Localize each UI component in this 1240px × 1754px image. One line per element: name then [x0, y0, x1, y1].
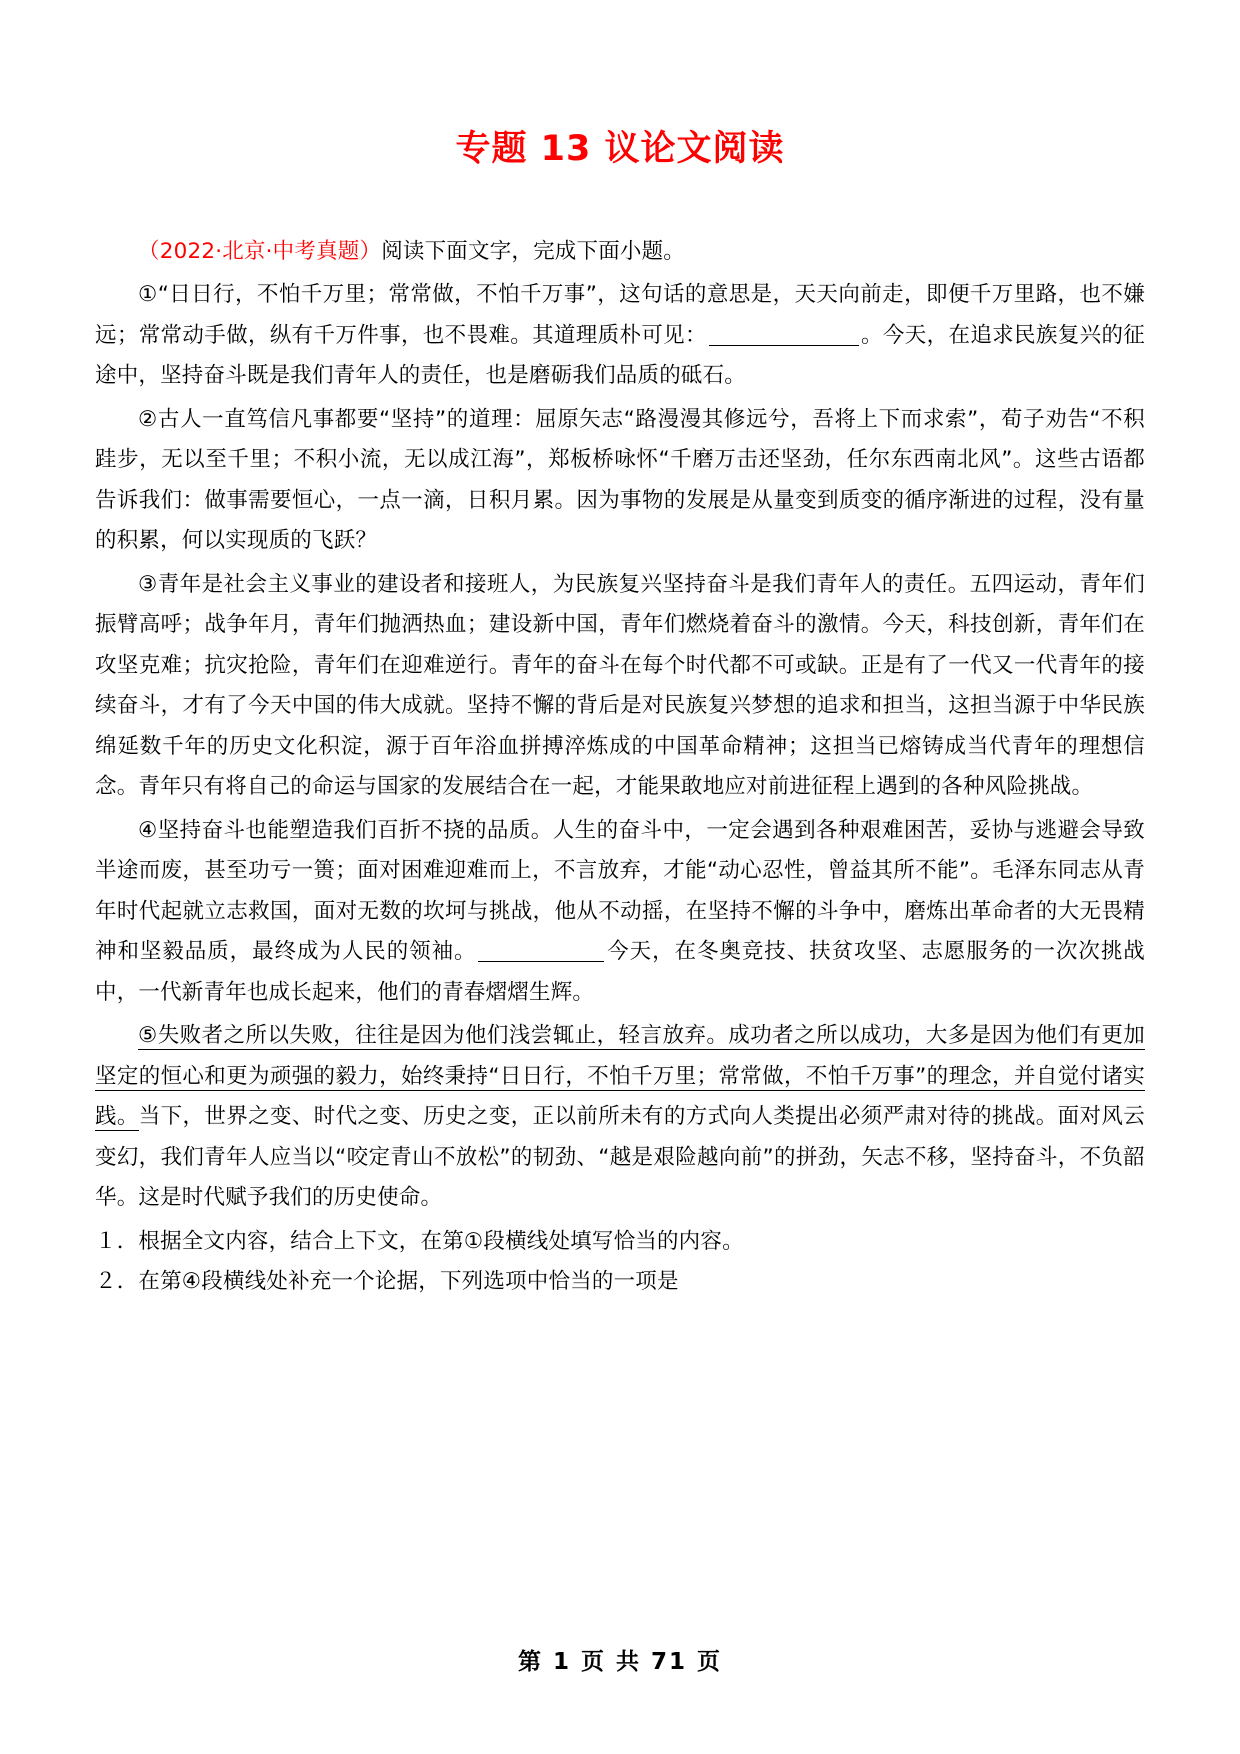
paragraph-3	[95, 565, 1145, 808]
prompt-line	[95, 232, 1145, 273]
paragraph-5	[95, 1016, 1145, 1219]
paragraph-1-segment-3: 。今天，在追求民族复兴的征途中，坚持奋斗既是我们青年人的责任，也是磨砺我们品质的砥石。	[95, 322, 1145, 389]
question-1: １．根据全文内容，结合上下文，在第①段横线处填写恰当的内容。	[95, 1228, 744, 1254]
paragraph-1-segment-1: ①“日日行，不怕千万里；常常做，不怕千万事”，这句话的意思是，天天向前走，即便千万里路，也不嫌远；常常动手做，纵有千万件事，也不畏难。其道理质朴可见：	[95, 282, 1145, 348]
passage-body	[95, 232, 1145, 1303]
paragraph-2	[95, 400, 1145, 562]
paragraph-3-text: ③青年是社会主义事业的建设者和接班人，为民族复兴坚持奋斗是我们青年人的责任。五四运动，青年们振臂高呼；战争年月，青年们抛洒热血；建设新中国，青年们燃烧着奋斗的激情。今天，科技创新，青年们在攻坚克难；抗灾抢险，青年们在迎难逆行。青年的奋斗在每个时代都不可或缺。正是有了一代又一代青年的接续奋斗，才有了今天中国的伟大成就。坚持不懈的背后是对民族复兴梦想的追求和担当，这担当源于中华民族绵延数千年的历史文化积淀，源于百年浴血拼搏淬炼成的中国革命精神；这担当已熔铸成当代青年的理想信念。青年只有将自己的命运与国家的发展结合在一起，才能果敢地应对前进征程上遇到的各种风险挑战。	[95, 571, 1145, 800]
paragraph-1	[95, 275, 1145, 397]
paragraph-5-underlined-text: ⑤失败者之所以失败，往往是因为他们浅尝辄止，轻言放弃。成功者之所以成功，大多是因为他们有更加坚定的恒心和更为顽强的毅力，始终秉持“日日行，不怕千万里；常常做，不怕千万事”的理念，并自觉付诸实践。	[95, 1023, 1145, 1130]
fill-in-blank-paragraph-1[interactable]	[709, 345, 859, 346]
question-2: ２．在第④段横线处补充一个论据，下列选项中恰当的一项是	[95, 1269, 679, 1295]
paragraph-4-segment-3: 今天，在冬奥竞技、扶贫攻坚、志愿服务的一次次挑战中，一代新青年也成长起来，他们的青春熠熠生辉。	[95, 939, 1145, 1005]
paragraph-4-segment-1: ④坚持奋斗也能塑造我们百折不挠的品质。人生的奋斗中，一定会遇到各种艰难困苦，妥协与逃避会导致半途而废，甚至功亏一篑；面对困难迎难而上，不言放弃，才能“动心忍性，曾益其所不能”。毛泽东同志从青年时代起就立志救国，面对无数的坎坷与挑战，他从不动摇，在坚持不懈的斗争中，磨炼出革命者的大无畏精神和坚毅品质，最终成为人民的领袖。	[95, 817, 1145, 965]
prompt-instruction: 阅读下面文字，完成下面小题。	[381, 238, 685, 264]
source-tag: （2022·北京·中考真题）	[138, 238, 382, 264]
fill-in-blank-paragraph-4[interactable]	[478, 961, 604, 962]
paragraph-2-text: ②古人一直笃信凡事都要“坚持”的道理：屈原矢志“路漫漫其修远兮，吾将上下而求索”，荀子劝告“不积跬步，无以至千里；不积小流，无以成江海”，郑板桥咏怀“千磨万击还坚劲，任尔东西南北风”。这些古语都告诉我们：做事需要恒心，一点一滴，日积月累。因为事物的发展是从量变到质变的循序渐进的过程，没有量的积累，何以实现质的飞跃？	[95, 406, 1145, 554]
paragraph-4	[95, 811, 1145, 1014]
paragraph-5-text: 当下，世界之变、时代之变、历史之变，正以前所未有的方式向人类提出必须严肃对待的挑战。面对风云变幻，我们青年人应当以“咬定青山不放松”的韧劲、“越是艰险越向前”的拼劲，矢志不移，坚持奋斗，不负韶华。这是时代赋予我们的历史使命。	[95, 1104, 1145, 1211]
page-title: 专题 13 议论文阅读	[455, 129, 785, 169]
page-footer: 第 1 页 共 71 页	[517, 1649, 723, 1675]
